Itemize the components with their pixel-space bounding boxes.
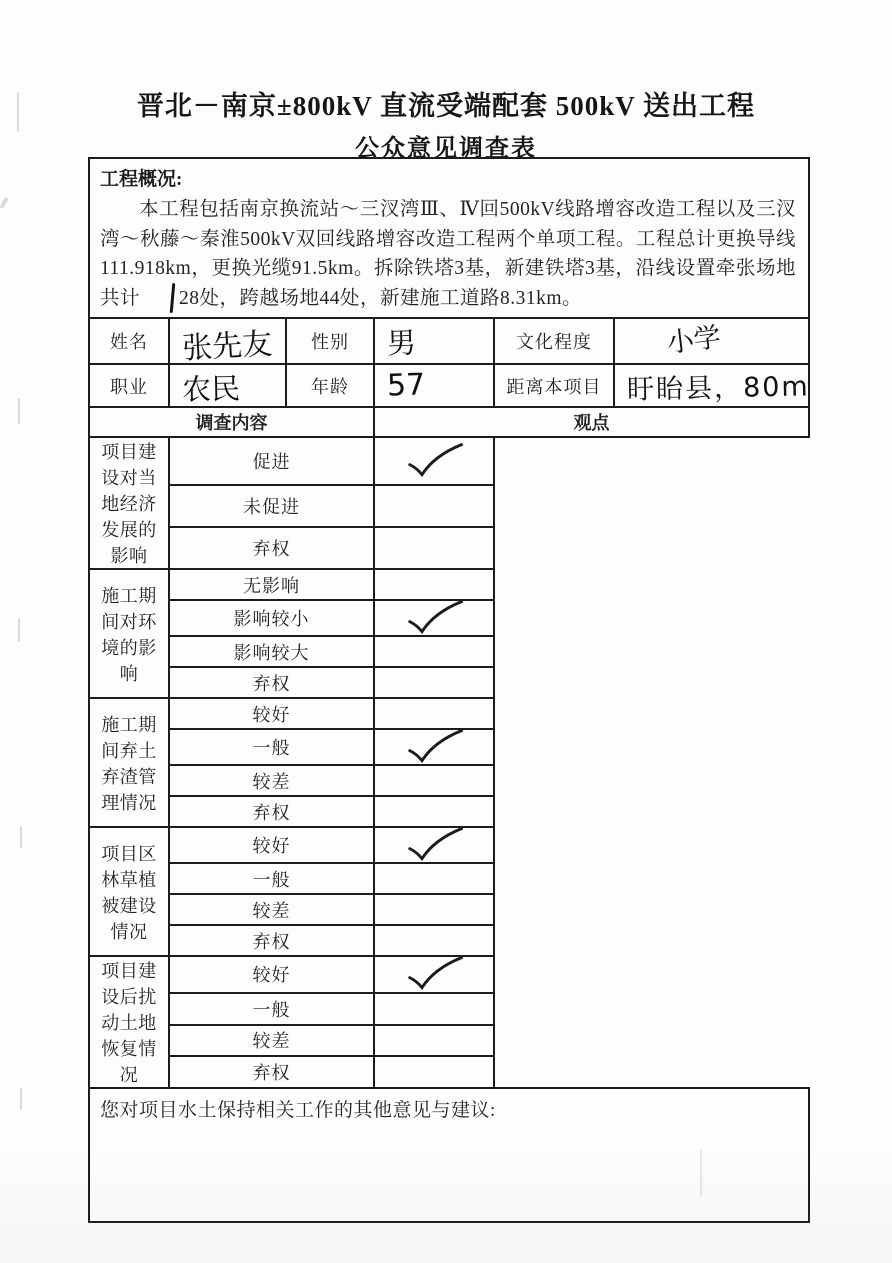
survey-option-label: 较好 — [169, 956, 374, 993]
survey-question-label: 施工期间对环境的影响 — [89, 569, 169, 698]
checkmark-icon — [401, 727, 473, 767]
distance-value-cell — [614, 364, 809, 407]
survey-option-row — [89, 698, 809, 729]
survey-option-row — [89, 485, 809, 527]
survey-question-label: 项目建设对当地经济发展的影响 — [89, 437, 169, 569]
survey-option-label: 促进 — [169, 437, 374, 485]
checkmark-cell-checked — [374, 600, 494, 636]
age-value-cell — [374, 364, 494, 407]
scan-artifact — [18, 398, 20, 424]
gender-handwritten-value: 男 — [386, 325, 417, 360]
checkmark-cell-checked — [374, 956, 494, 993]
checkmark-icon — [401, 954, 473, 994]
checkmark-cell-checked — [374, 437, 494, 485]
survey-option-row — [89, 894, 809, 925]
checkmark-cell-empty — [374, 796, 494, 827]
respondent-row-2 — [89, 364, 809, 407]
education-value-cell — [614, 318, 809, 364]
survey-option-row — [89, 437, 809, 485]
survey-option-label: 未促进 — [169, 485, 374, 527]
survey-option-row — [89, 1056, 809, 1088]
survey-option-label: 较差 — [169, 1025, 374, 1057]
survey-question-label: 施工期间弃土弃渣管理情况 — [89, 698, 169, 827]
name-handwritten-value: 张先友 — [181, 326, 274, 367]
scan-artifact — [20, 826, 22, 848]
survey-option-label: 较差 — [169, 894, 374, 925]
overview-text-after-count: 处，跨越场地44处，新建施工道路8.31km。 — [199, 287, 583, 309]
project-overview-cell — [89, 158, 809, 318]
distance-label: 距离本项目 — [494, 364, 614, 407]
occupation-value-cell — [169, 364, 286, 407]
survey-option-label: 影响较小 — [169, 600, 374, 636]
age-label: 年龄 — [286, 364, 374, 407]
checkmark-cell-empty — [374, 993, 494, 1025]
survey-question-label: 项目区林草植被建设情况 — [89, 827, 169, 956]
age-handwritten-value: 57 — [386, 367, 426, 404]
survey-option-row — [89, 729, 809, 765]
name-value-cell — [169, 318, 286, 367]
survey-option-label: 弃权 — [169, 1056, 374, 1088]
survey-option-label: 弃权 — [169, 925, 374, 956]
survey-option-row — [89, 863, 809, 894]
opinion-header: 观点 — [374, 407, 809, 437]
project-overview-row — [89, 158, 809, 318]
checkmark-cell-empty — [374, 863, 494, 894]
survey-option-label: 较差 — [169, 765, 374, 796]
checkmark-cell-empty — [374, 894, 494, 925]
survey-form-table — [88, 157, 810, 1223]
survey-option-label: 弃权 — [169, 667, 374, 698]
survey-option-row — [89, 600, 809, 636]
survey-option-row — [89, 1025, 809, 1057]
occupation-label: 职业 — [89, 364, 169, 407]
survey-option-row — [89, 667, 809, 698]
site-count-with-handwritten-correction: 28 — [140, 284, 200, 314]
checkmark-icon — [401, 825, 473, 865]
survey-option-row — [89, 993, 809, 1025]
gender-value-cell — [374, 318, 494, 364]
comments-label: 您对项目水土保持相关工作的其他意见与建议: — [100, 1100, 496, 1121]
form-title: 晋北－南京±800kV 直流受端配套 500kV 送出工程 — [136, 91, 756, 121]
form-title-block — [0, 84, 892, 163]
checkmark-cell-empty — [374, 1056, 494, 1088]
comments-cell — [89, 1088, 809, 1222]
survey-option-label: 较好 — [169, 698, 374, 729]
survey-option-row — [89, 956, 809, 993]
survey-body — [89, 437, 809, 1088]
checkmark-icon — [401, 598, 473, 638]
name-label: 姓名 — [89, 318, 169, 364]
checkmark-cell-empty — [374, 1025, 494, 1057]
checkmark-cell-empty — [374, 636, 494, 667]
checkmark-icon — [401, 441, 473, 481]
occupation-handwritten-value: 农民 — [181, 371, 241, 407]
education-label: 文化程度 — [494, 318, 614, 364]
checkmark-cell-empty — [374, 667, 494, 698]
survey-option-row — [89, 636, 809, 667]
form-subtitle: 公众意见调查表 — [355, 136, 537, 162]
scan-artifact — [18, 618, 20, 642]
overview-text-before-count: 本工程包括南京换流站～三汊湾Ⅲ、Ⅳ回500kV线路增容改造工程以及三汊湾～秋藤～秦淮500kV双回线路增容改造工程两个单项工程。工程总计更换导线111.918km，更换光缆91.5km。拆除铁塔3基，新建铁塔3基，沿线设置牵张场地共计 — [100, 199, 797, 309]
survey-option-row — [89, 527, 809, 569]
survey-option-row — [89, 925, 809, 956]
survey-option-row — [89, 827, 809, 863]
checkmark-cell-empty — [374, 698, 494, 729]
checkmark-cell-checked — [374, 827, 494, 863]
survey-option-row — [89, 765, 809, 796]
survey-option-label: 一般 — [169, 729, 374, 765]
checkmark-cell-empty — [374, 569, 494, 600]
survey-option-label: 影响较大 — [169, 636, 374, 667]
survey-option-row — [89, 796, 809, 827]
survey-content-header: 调查内容 — [89, 407, 374, 437]
survey-option-label: 一般 — [169, 863, 374, 894]
project-overview-label: 工程概况: — [100, 169, 183, 190]
survey-option-label: 无影响 — [169, 569, 374, 600]
checkmark-cell-empty — [374, 765, 494, 796]
checkmark-cell-empty — [374, 527, 494, 569]
survey-option-row — [89, 569, 809, 600]
comments-row — [89, 1088, 809, 1222]
survey-question-label: 项目建设后扰动土地恢复情况 — [89, 956, 169, 1088]
education-handwritten-value: 小学 — [665, 321, 723, 359]
checkmark-cell-empty — [374, 485, 494, 527]
survey-header-row — [89, 407, 809, 437]
respondent-row-1 — [89, 318, 809, 364]
project-overview-text — [100, 195, 796, 313]
scan-artifact — [20, 1088, 22, 1110]
gender-label: 性别 — [286, 318, 374, 364]
checkmark-cell-empty — [374, 925, 494, 956]
survey-option-label: 较好 — [169, 827, 374, 863]
scan-artifact — [0, 197, 9, 209]
survey-option-label: 弃权 — [169, 527, 374, 569]
checkmark-cell-checked — [374, 729, 494, 765]
survey-option-label: 一般 — [169, 993, 374, 1025]
distance-handwritten-value: 盱眙县，80m — [626, 371, 810, 406]
survey-option-label: 弃权 — [169, 796, 374, 827]
